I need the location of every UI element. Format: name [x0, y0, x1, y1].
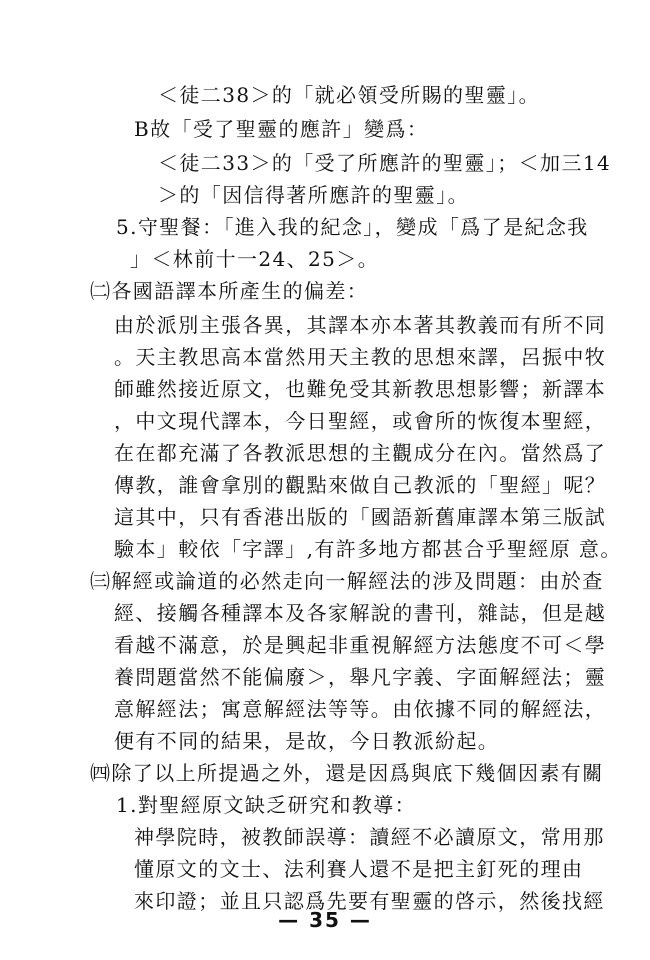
- section-heading: ㈣除了以上所提過之外，還是因爲與底下幾個因素有關: [90, 761, 604, 785]
- text-line: 懂原文的文士、法利賽人還不是把主釘死的理由: [134, 857, 584, 881]
- text-line: 意解經法；寓意解經法等等。由依據不同的解經法，: [114, 697, 607, 721]
- text-line: 驗本」較依「字譯」,有許多地方都甚合乎聖經原 意。: [114, 537, 622, 561]
- text-line: 便有不同的結果，是故，今日教派紛起。: [114, 729, 500, 753]
- text-line: 養問題當然不能偏廢＞，舉凡字義、字面解經法；靈: [114, 665, 607, 689]
- text-line: 在在都充滿了各教派思想的主觀成分在內。當然爲了: [114, 441, 607, 465]
- section-heading: ㈡各國語譯本所產生的偏差：: [90, 279, 369, 303]
- text-line: 師雖然接近原文，也難免受其新教思想影響；新譯本: [114, 377, 607, 401]
- page-number: — 35 —: [278, 908, 372, 932]
- text-line: ＞的「因信得著所應許的聖靈」。: [158, 183, 469, 207]
- text-line: 這其中，只有香港出版的「國語新舊庫譯本第三版試: [114, 505, 607, 529]
- text-line: 」＜林前十一24、25＞。: [130, 247, 380, 271]
- text-line: ，中文現代譯本，今日聖經，或會所的恢復本聖經，: [114, 409, 607, 433]
- text-line: 。天主教思高本當然用天主教的思想來譯，呂振中牧: [114, 345, 607, 369]
- text-line: B故「受了聖靈的應許」變爲：: [134, 117, 429, 141]
- text-line: 來印證；並且只認爲先要有聖靈的啓示，然後找經: [134, 889, 605, 913]
- text-line: 傳教，誰會拿別的觀點來做自己教派的「聖經」呢？: [114, 473, 607, 497]
- text-line: 看越不滿意，於是興起非重視解經方法態度不可＜學: [114, 633, 607, 657]
- text-line: ＜徒二38＞的「就必領受所賜的聖靈」。: [158, 83, 541, 107]
- text-line: 經、接觸各種譯本及各家解說的書刊，雜誌，但是越: [114, 601, 607, 625]
- text-line: 神學院時，被教師誤導：讀經不必讀原文，常用那: [134, 825, 605, 849]
- text-line: 5.守聖餐：「進入我的紀念」，變成「爲了是紀念我: [116, 215, 589, 239]
- text-line: ＜徒二33＞的「受了所應許的聖靈」；＜加三14: [158, 151, 612, 175]
- section-heading: ㈢解經或論道的必然走向一解經法的涉及問題：由於查: [90, 569, 604, 593]
- subsection-heading: 1.對聖經原文缺乏研究和教導：: [116, 793, 417, 817]
- text-line: 由於派別主張各異，其譯本亦本著其教義而有所不同: [114, 313, 607, 337]
